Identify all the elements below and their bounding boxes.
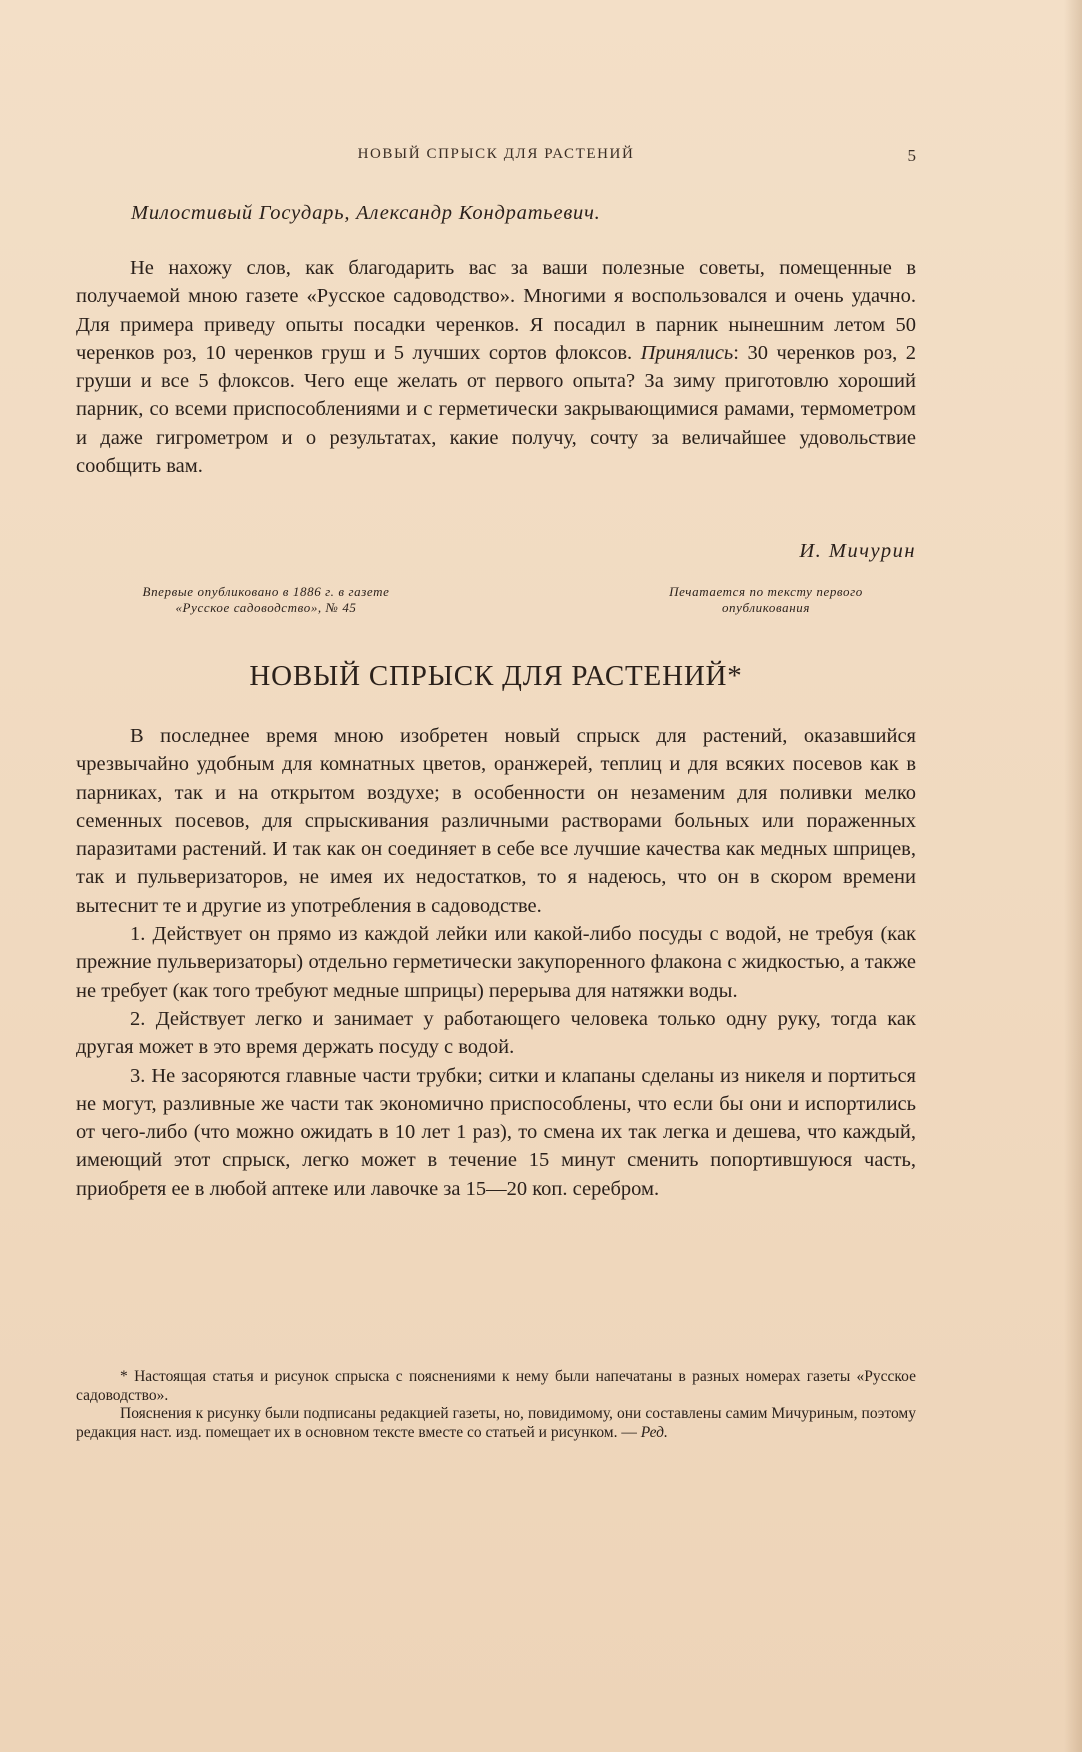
- source-note-line2: опубликования: [721, 600, 811, 615]
- footnote-second: [76, 1405, 916, 1442]
- publication-note-line2: «Русское садоводство», № 45: [175, 600, 357, 615]
- running-head: [76, 146, 916, 168]
- footnote-first: * Настоящая статья и рисунок спрыска с пояснениями к нему были напечатаны в разных номерах газеты «Русское садоводство».: [76, 1368, 916, 1404]
- footnote-second-text: Пояснения к рисунку были подписаны редакцией газеты, но, повидимому, они составлены самим Мичуриным, поэтому редакция наст. изд. помещает их в основном тексте вместе со статьей и рисунком. —: [76, 1405, 916, 1441]
- article-paragraph-intro: В последнее время мною изобретен новый спрыск для растений, оказавшийся чрезвычайно удобным для комнатных цветов, оранжерей, теплиц и для всяких посевов как в парниках, так и на открытом воздухе; в особенности он незаменим для поливки мелко семенных посевов, для спрыскивания различными растворами больных или пораженных паразитами растений. И так как он соединяет в себе все лучшие качества как медных шприцев, так и пульверизаторов, не имея их недостатков, то я надеюсь, что он в скором времени вытеснит те и другие из употребления в садоводстве.: [76, 725, 916, 917]
- running-title: НОВЫЙ СПРЫСК ДЛЯ РАСТЕНИЙ: [357, 146, 635, 162]
- letter-text-part1: Не нахожу слов, как благодарить вас за ваши полезные советы, помещенные в получаемой мною газете «Русское садоводство». Многими я воспользовался и очень удачно. Для примера приведу опыты посадки черенков. Я посадил в парник нынешним летом 50 черенков роз, 10 черенков груш и 5 лучших сортов флоксов.: [76, 257, 916, 364]
- letter-text-part2: : 30 черенков роз, 2 груши и все 5 флоксов. Чего еще желать от первого опыта? За зиму приготовлю хороший парник, со всеми приспособлениями и с герметически закрывающимися рамами, термометром и даже гигрометром и о результатах, какие получу, сочту за величайшее удовольствие сообщить вам.: [76, 341, 916, 478]
- article-body: [76, 722, 916, 1203]
- publication-note: [76, 584, 456, 616]
- publication-note-line1: Впервые опубликовано в 1886 г. в газете: [142, 584, 390, 599]
- letter-signature: И. Мичурин: [799, 540, 916, 562]
- letter-salutation: Милостивый Государь, Александр Кондратьевич.: [131, 202, 601, 224]
- letter-italic-word: Принялись: [640, 341, 734, 364]
- source-note: [616, 584, 916, 616]
- article-paragraph-2: 2. Действует легко и занимает у работающего человека только одну руку, тогда как другая может в это время держать посуду с водой.: [76, 1007, 916, 1059]
- article-title: НОВЫЙ СПРЫСК ДЛЯ РАСТЕНИЙ*: [249, 660, 743, 692]
- footnotes: [76, 1368, 916, 1442]
- footnote-editor-mark: Ред.: [640, 1423, 668, 1441]
- letter-body: [76, 254, 916, 480]
- source-note-line1: Печатается по тексту первого: [669, 584, 863, 599]
- article-paragraph-1: 1. Действует он прямо из каждой лейки или какой-либо посуды с водой, не требуя (как прежние пульверизаторы) отдельно герметически закупоренного флакона с жидкостью, а также не требует (как того требуют медные шприцы) перерыва для натяжки воды.: [76, 923, 916, 1002]
- page-number: 5: [907, 146, 916, 165]
- article-paragraph-3: 3. Не засоряются главные части трубки; ситки и клапаны сделаны из никеля и портиться не могут, разливные же части так экономично приспособлены, что если бы они и испортились от чего-либо (что можно ожидать в 10 лет 1 раз), то смена их так легка и дешева, что каждый, имеющий этот спрыск, легко может в течение 15 минут сменить попортившуюся часть, приобретя ее в любой аптеке или лавочке за 15—20 коп. серебром.: [76, 1064, 916, 1200]
